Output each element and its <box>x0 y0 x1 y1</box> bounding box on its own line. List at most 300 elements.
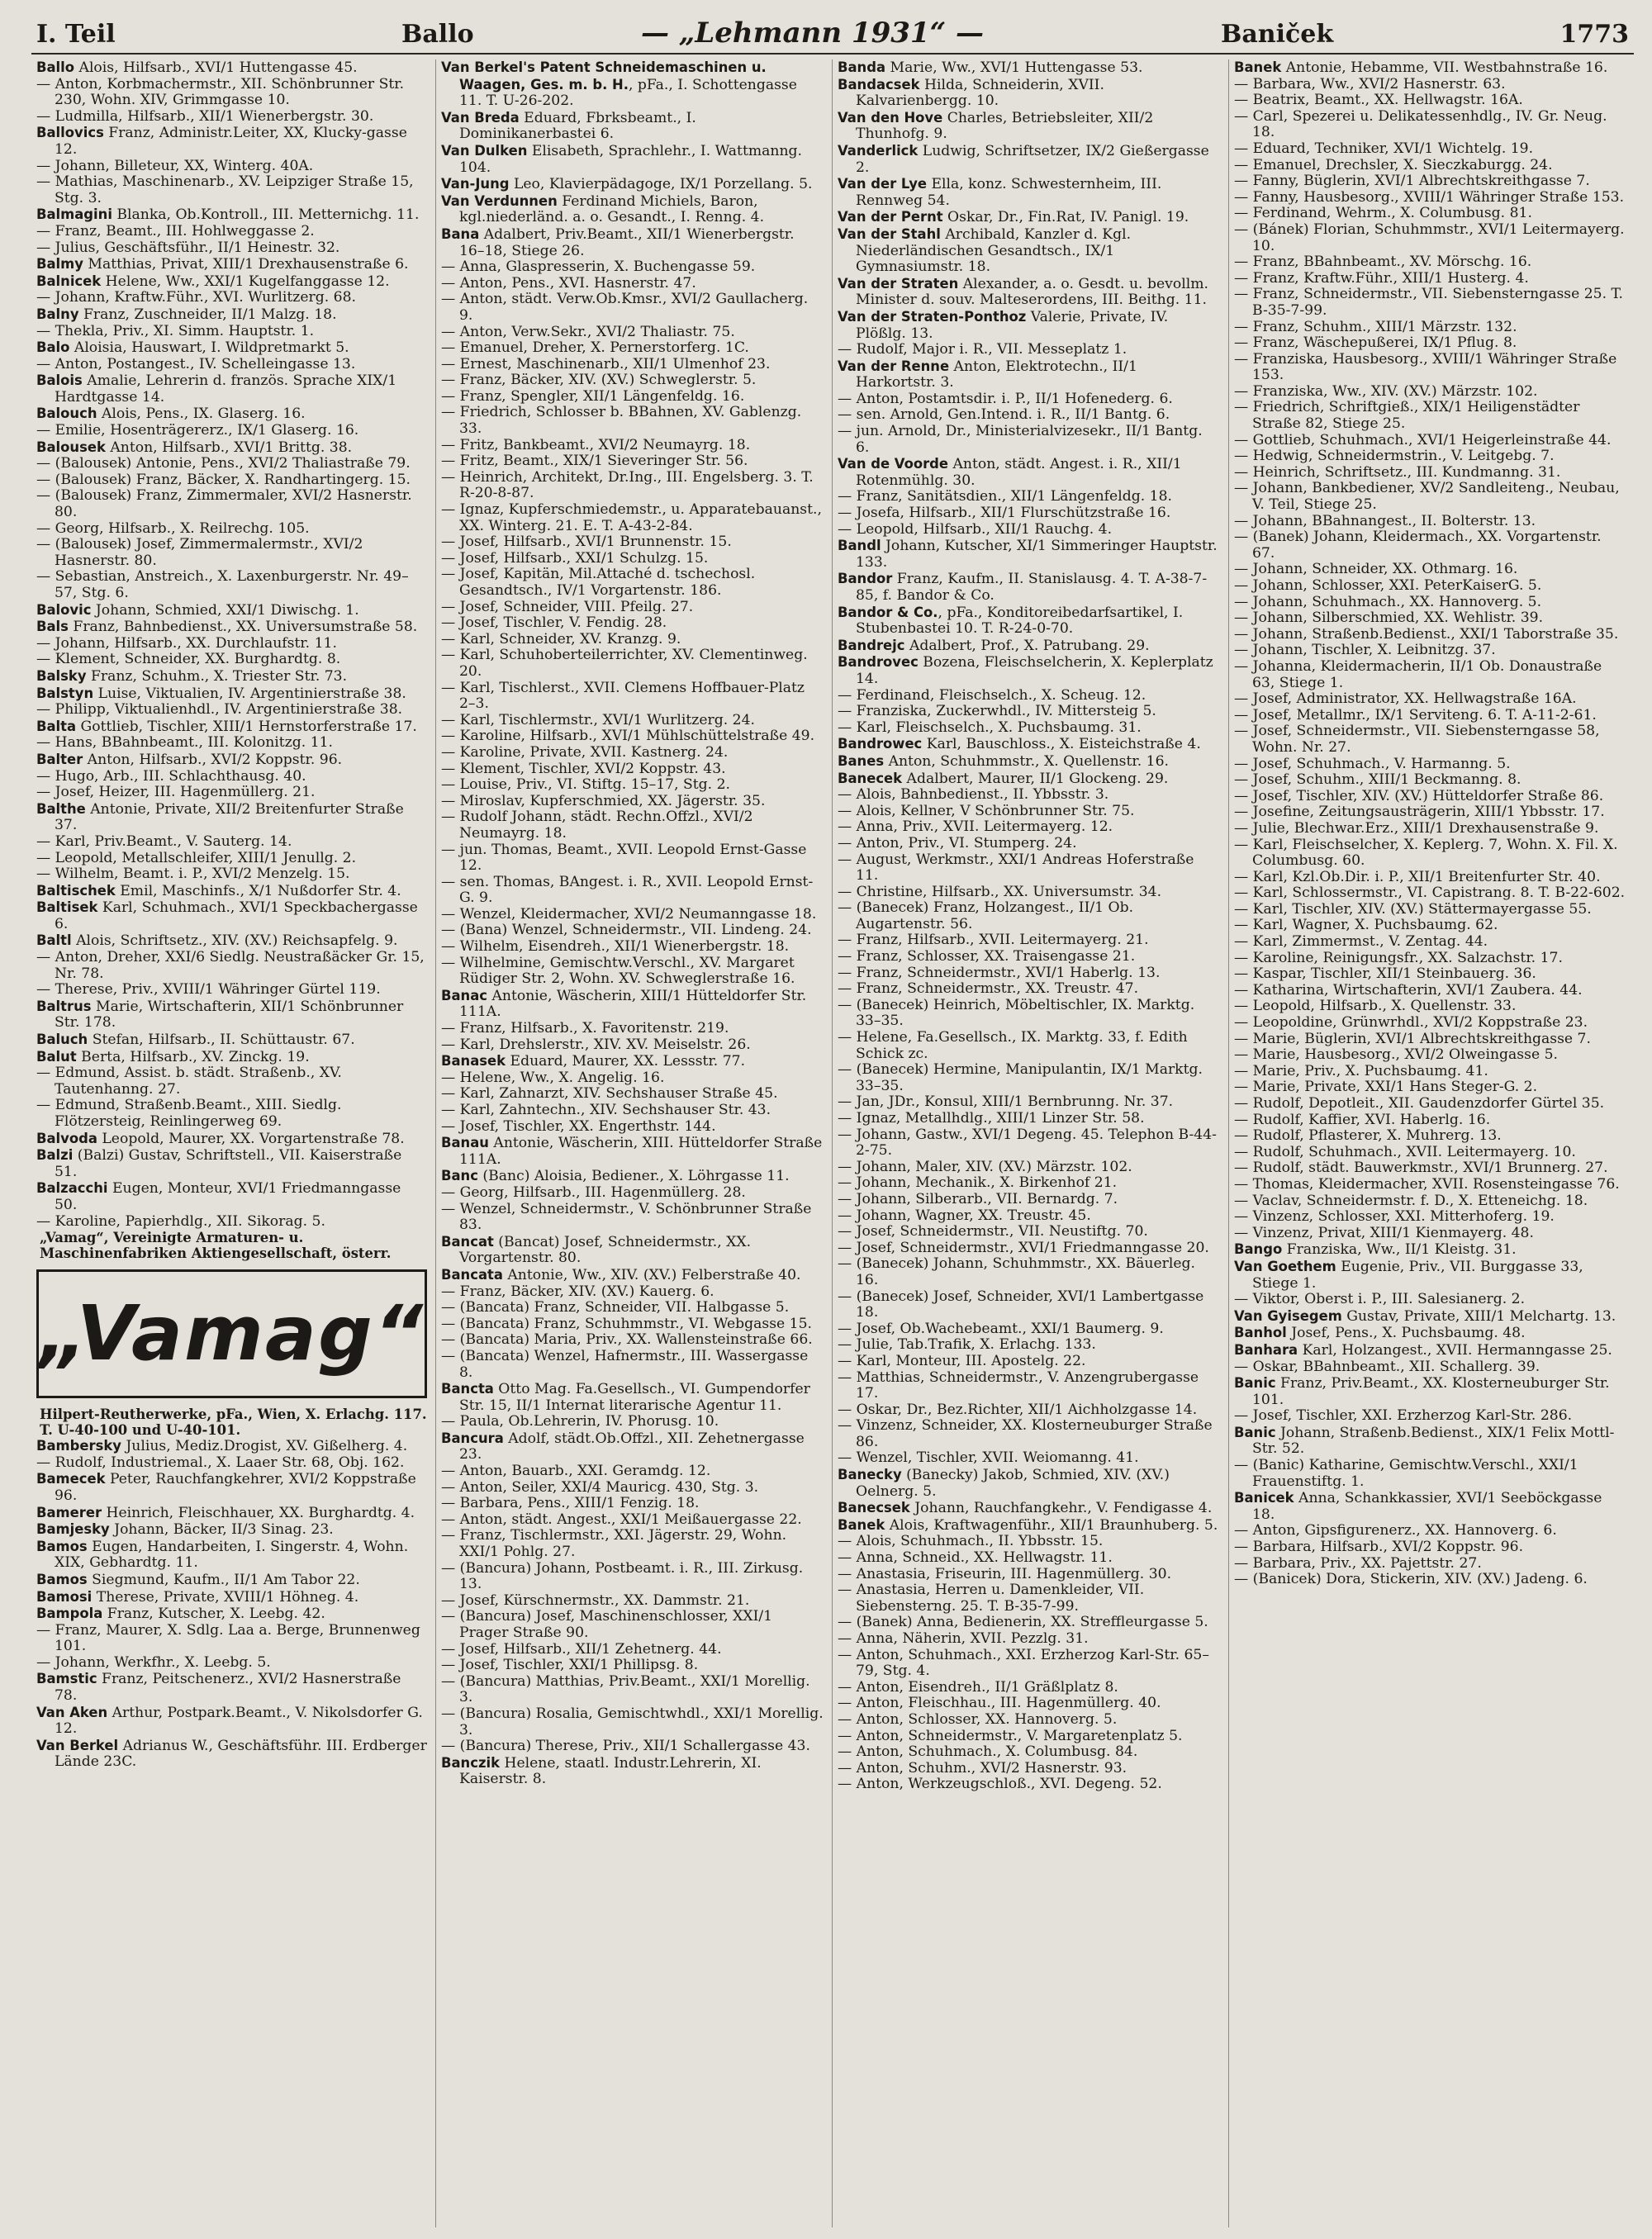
entry-surname: Baluch <box>36 1032 88 1048</box>
entry-surname: Balvoda <box>36 1130 97 1146</box>
directory-entry <box>441 340 824 357</box>
entry-details: — Anton, Priv., VI. Stumperg. 24. <box>838 834 1077 851</box>
entry-details: (Banecky) Jakob, Schmied, XIV. (XV.) Oelnerg. 5. <box>856 1467 1170 1500</box>
entry-surname: Bandrowec <box>838 736 923 752</box>
entry-details: — Josefa, Hilfsarb., XII/1 Flurschützstraße 16. <box>838 505 1171 522</box>
entry-details: — Josef, Hilfsarb., XVI/1 Brunnenstr. 15. <box>441 534 732 551</box>
directory-entry <box>441 1021 824 1037</box>
directory-entry <box>441 1168 824 1185</box>
entry-surname: Van den Hove <box>838 109 943 126</box>
entry-details: — Franziska, Hausbesorg., XVIII/1 Währinger Straße 153. <box>1234 350 1617 384</box>
entry-surname: Banhol <box>1234 1325 1287 1341</box>
entry-details: Eduard, Maurer, XX. Lessstr. 77. <box>506 1053 746 1070</box>
entry-details: — Josef, Heizer, III. Hagenmüllerg. 21. <box>36 784 316 801</box>
directory-entry <box>838 1418 1220 1450</box>
directory-entry <box>36 1738 427 1771</box>
directory-entry <box>36 602 427 619</box>
entry-details: Elisabeth, Sprachlehr., I. Wattmanng. 104. <box>459 142 803 176</box>
entry-details: — (Balousek) Josef, Zimmermalermstr., XVI/2 Hasnerstr. 80. <box>36 536 363 569</box>
vamag-advertisement <box>36 1269 427 1398</box>
entry-surname: Balmy <box>36 256 83 273</box>
entry-details: — Rudolf, städt. Bauwerkmstr., XVI/1 Brunnerg. 27. <box>1234 1160 1608 1177</box>
entry-surname: Baltischek <box>36 882 116 899</box>
directory-entry <box>36 851 427 867</box>
directory-entry <box>36 339 427 357</box>
entry-details: — Marie, Private, XXI/1 Hans Steger-G. 2. <box>1234 1079 1538 1096</box>
directory-entry <box>838 456 1220 489</box>
entry-details: — Johann, Mechanik., X. Birkenhof 21. <box>838 1174 1118 1192</box>
entry-surname: Balmagini <box>36 206 112 223</box>
entry-details: — Karl, Fleischselch., X. Puchsbaumg. 31. <box>838 719 1142 736</box>
directory-entry <box>838 1111 1220 1127</box>
entry-details: — Rudolf Johann, städt. Rechn.Offzl., XVI/2 Neumayrg. 18. <box>441 809 753 842</box>
directory-entry <box>36 1065 427 1098</box>
entry-surname: Bamecek <box>36 1471 106 1487</box>
entry-details: — Anton, Schneidermstr., V. Margaretenplatz 5. <box>838 1727 1183 1744</box>
entry-details: — Therese, Priv., XVIII/1 Währinger Gürtel 119. <box>36 981 381 999</box>
directory-entry <box>1234 562 1626 578</box>
entry-surname: Balo <box>36 339 70 356</box>
entry-details: — sen. Thomas, BAngest. i. R., XVII. Leopold Ernst-G. 9. <box>441 873 814 907</box>
entry-details: — Anton, Schuhmach., X. Columbusg. 84. <box>838 1743 1138 1761</box>
entry-details: — Alois, Schuhmach., II. Ybbsstr. 15. <box>838 1533 1104 1550</box>
directory-entry <box>36 719 427 736</box>
entry-details: Franz, Kutscher, X. Leebg. 42. <box>102 1606 325 1623</box>
entry-details: — Karl, Wagner, X. Puchsbaumg. 62. <box>1234 917 1498 934</box>
directory-entry <box>1234 77 1626 93</box>
entry-details: — Johann, Gastw., XVI/1 Degeng. 45. Telephon B-44-2-75. <box>838 1126 1217 1160</box>
directory-entry <box>441 1414 824 1430</box>
entry-details: Otto Mag. Fa.Gesellsch., VI. Gumpendorfer Str. 15, II/1 Internat literarische Agentur 11. <box>459 1381 810 1414</box>
directory-entry <box>838 1680 1220 1696</box>
entry-details: — Karoline, Hilfsarb., XVI/1 Mühlschüttelstraße 49. <box>441 728 815 745</box>
entry-details: — Barbara, Priv., XX. Pajettstr. 27. <box>1234 1554 1482 1572</box>
entry-surname: Balstyn <box>36 685 94 701</box>
directory-entry <box>1234 400 1626 432</box>
entry-surname: Banek <box>1234 59 1282 75</box>
directory-entry <box>1234 1112 1626 1129</box>
entry-details: Charles, Betriebsleiter, XII/2 Thunhofg. 9. <box>856 109 1154 143</box>
directory-entry <box>441 193 824 226</box>
entry-surname: Van Verdunnen <box>441 192 558 209</box>
entry-surname: Balut <box>36 1048 77 1065</box>
directory-entry <box>441 259 824 276</box>
directory-entry <box>838 1127 1220 1160</box>
entry-details: Johann, Kutscher, XI/1 Simmeringer Hauptstr. 133. <box>856 538 1218 571</box>
directory-entry <box>36 1589 427 1606</box>
directory-entry <box>1234 578 1626 595</box>
directory-entry <box>441 1135 824 1168</box>
entry-details: — Anna, Schneid., XX. Hellwagstr. 11. <box>838 1549 1113 1567</box>
entry-details: Eugen, Handarbeiten, I. Singerstr. 4, Wohn. XIX, Gebhardtg. 11. <box>55 1538 409 1572</box>
directory-entry <box>838 1062 1220 1094</box>
entry-details: (Balzi) Gustav, Schriftstell., VII. Kaiserstraße 51. <box>55 1147 402 1180</box>
entry-details: — Karl, Schuhoberteilerrichter, XV. Clementinweg. 20. <box>441 647 808 680</box>
entry-details: — Heinrich, Architekt, Dr.Ing., III. Engelsberg. 3. T. R-20-8-87. <box>441 468 814 502</box>
entry-details: — Viktor, Oberst i. P., III. Salesianerg. 2. <box>1234 1291 1526 1308</box>
directory-entry <box>36 537 427 569</box>
directory-entry <box>838 819 1220 836</box>
directory-entry <box>441 567 824 599</box>
directory-entry <box>1234 59 1626 77</box>
entry-details: — Franz, Wäschepußerei, IX/1 Pflug. 8. <box>1234 334 1517 352</box>
entry-details: — Karl, Zahnarzt, XIV. Sechshauser Straße 45. <box>441 1085 778 1103</box>
directory-entry <box>36 801 427 834</box>
directory-entry <box>838 309 1220 342</box>
column-4-entries <box>1234 59 1626 1588</box>
directory-entry <box>441 1561 824 1593</box>
entry-details: — Franz, Spengler, XII/1 Längenfeldg. 16. <box>441 387 745 405</box>
directory-entry <box>838 1517 1220 1535</box>
entry-surname: Banasek <box>441 1053 506 1070</box>
directory-entry <box>441 1706 824 1739</box>
entry-details: — Franz, Schneidermstr., XX. Treustr. 47. <box>838 980 1139 998</box>
publication-title: — „Lehmann 1931“ — <box>641 17 984 50</box>
entry-details: Antonie, Hebamme, VII. Westbahnstraße 16. <box>1281 59 1608 76</box>
directory-entry <box>441 292 824 324</box>
entry-surname: Bango <box>1234 1241 1283 1258</box>
entry-details: — Anton, Fleischhau., III. Hagenmüllerg. 40. <box>838 1695 1161 1712</box>
directory-entry <box>36 1180 427 1213</box>
first-entry-keyword: Ballo <box>401 20 474 49</box>
column-3 <box>833 59 1229 2227</box>
directory-entry <box>441 502 824 534</box>
directory-entry <box>838 1321 1220 1338</box>
entry-details: Eduard, Fbrksbeamt., I. Dominikanerbastei 6. <box>459 109 696 143</box>
entry-details: Peter, Rauchfangkehrer, XVI/2 Koppstraße 96. <box>55 1471 416 1504</box>
entry-surname: Bamosi <box>36 1588 93 1605</box>
entry-surname: Bancata <box>441 1266 503 1283</box>
directory-entry <box>838 753 1220 771</box>
entry-details: — Georg, Hilfsarb., X. Reilrechg. 105. <box>36 519 310 537</box>
directory-entry <box>1234 206 1626 222</box>
entry-surname: Bamos <box>36 1538 88 1554</box>
entry-details: — (Banecek) Johann, Schuhmmstr., XX. Bäuerleg. 16. <box>838 1255 1195 1288</box>
entry-details: Blanka, Ob.Kontroll., III. Metternichg. 11. <box>112 206 420 224</box>
directory-entry <box>838 1240 1220 1257</box>
directory-entry <box>441 226 824 259</box>
directory-entry <box>838 571 1220 604</box>
directory-entry <box>838 276 1220 309</box>
entry-details: — Wenzel, Schneidermstr., V. Schönbrunner Straße 83. <box>441 1200 812 1234</box>
directory-entry <box>36 702 427 719</box>
entry-details: — Hedwig, Schneidermstrin., V. Leitgebg. 7. <box>1234 448 1555 465</box>
directory-entry <box>36 273 427 291</box>
directory-entry <box>36 1521 427 1539</box>
entry-details: — Franziska, Zuckerwhdl., IV. Mittersteig 5. <box>838 703 1156 720</box>
entry-details: Gottlieb, Tischler, XIII/1 Hernstorferstraße 17. <box>76 718 417 735</box>
directory-entry <box>441 59 824 110</box>
directory-entry <box>1234 610 1626 627</box>
entry-details: — Hugo, Arb., III. Schlachthausg. 40. <box>36 767 306 785</box>
entry-details: Anna, Schankkassier, XVI/1 Seeböckgasse 18. <box>1252 1490 1602 1523</box>
directory-entry <box>36 423 427 439</box>
directory-entry <box>838 885 1220 901</box>
directory-entry <box>36 1623 427 1655</box>
entry-details: Anton, Hilfsarb., XVI/2 Koppstr. 96. <box>83 751 343 768</box>
entry-details: — Louise, Priv., VI. Stiftg. 15–17, Stg. 2. <box>441 776 731 794</box>
entry-details: — Karl, Zahntechn., XIV. Sechshauser Str. 43. <box>441 1102 771 1118</box>
entry-details: Helene, Ww., XXI/1 Kugelfanggasse 12. <box>101 273 390 290</box>
entry-details: — Anna, Glaspresserin, X. Buchengasse 59. <box>441 259 756 276</box>
entry-surname: Vanderlick <box>838 142 919 159</box>
entry-details: Franziska, Ww., II/1 Kleistg. 31. <box>1282 1241 1517 1259</box>
directory-entry <box>1234 173 1626 190</box>
directory-entry <box>838 1354 1220 1370</box>
entry-details: Berta, Hilfsarb., XV. Zinckg. 19. <box>76 1048 310 1065</box>
entry-details: Antonie, Wäscherin, XIII/1 Hütteldorfer Str. 111A. <box>459 987 807 1021</box>
directory-entry <box>441 1086 824 1103</box>
entry-details: — Johann, Schlosser, XXI. PeterKaiserG. 5. <box>1234 577 1542 594</box>
directory-entry <box>838 59 1220 77</box>
directory-entry <box>838 852 1220 885</box>
entry-details: — Anton, Korbmachermstr., XII. Schönbrunner Str. 230, Wohn. XIV, Grimmgasse 10. <box>36 75 405 109</box>
entry-details: — Josef, Hilfsarb., XII/1 Zehetnerg. 44. <box>441 1640 722 1658</box>
directory-entry <box>838 981 1220 998</box>
directory-entry <box>36 999 427 1032</box>
directory-entry <box>441 551 824 567</box>
directory-entry <box>1234 934 1626 951</box>
directory-entry <box>36 125 427 158</box>
column-2-entries <box>441 59 824 1788</box>
directory-entry <box>36 735 427 752</box>
entry-details: — (Balousek) Antonie, Pens., XVI/2 Thaliastraße 79. <box>36 455 411 472</box>
entry-surname: Bamjesky <box>36 1521 110 1538</box>
entry-surname: Ballo <box>36 59 75 75</box>
entry-details: — Karl, Drehslerstr., XIV. XV. Meiselstr. 26. <box>441 1036 751 1053</box>
entry-details: — Fanny, Büglerin, XVI/1 Albrechtskreithgasse 7. <box>1234 173 1590 190</box>
directory-entry <box>838 1744 1220 1761</box>
directory-entry <box>1234 1572 1626 1588</box>
directory-entry <box>36 1455 427 1472</box>
directory-entry <box>36 932 427 950</box>
directory-entry <box>441 1070 824 1087</box>
entry-details: — Anton, Gipsfigurenerz., XX. Hannoverg. 6. <box>1234 1522 1557 1539</box>
directory-entry <box>36 224 427 240</box>
entry-surname: Bandrovec <box>838 654 919 671</box>
entry-details: Franz, Bahnbedienst., XX. Universumstraße 58. <box>68 619 418 636</box>
entry-details: Matthias, Privat, XIII/1 Drexhausenstraße 6. <box>83 256 409 273</box>
entry-details: — Franz, Beamt., III. Hohlweggasse 2. <box>36 222 315 240</box>
directory-entry <box>441 648 824 680</box>
directory-entry <box>838 932 1220 949</box>
vamag-logo: „Vamag“ <box>38 1289 425 1378</box>
entry-details: Eugen, Monteur, XVI/1 Friedmanngasse 50. <box>55 1180 401 1213</box>
directory-entry <box>441 1381 824 1414</box>
directory-entry <box>441 1300 824 1316</box>
entry-details: Valerie, Private, IV. Plößlg. 13. <box>856 308 1169 342</box>
directory-entry <box>1234 1490 1626 1523</box>
entry-details: — Wilhelm, Eisendreh., XII/1 Wienerbergstr. 18. <box>441 938 790 956</box>
directory-entry <box>1234 708 1626 724</box>
entry-details: — Friedrich, Schriftgieß., XIX/1 Heiligenstädter Straße 82, Stiege 25. <box>1234 399 1580 433</box>
entry-details: — Edmund, Straßenb.Beamt., XIII. Siedlg. Flötzersteig, Reinlingerweg 69. <box>36 1097 342 1130</box>
entry-details: — (Bancata) Franz, Schuhmmstr., VI. Webgasse 15. <box>441 1315 813 1332</box>
directory-entry <box>441 325 824 341</box>
directory-entry <box>441 1349 824 1381</box>
entry-details: — Johann, Kraftw.Führ., XVI. Wurlitzerg. 68. <box>36 289 356 306</box>
entry-details: — Johann, Schneider, XX. Othmarg. 16. <box>1234 561 1518 578</box>
directory-entry <box>441 842 824 875</box>
entry-surname: Bandrejc <box>838 637 905 653</box>
entry-details: — Kaspar, Tischler, XII/1 Steinbauerg. 36. <box>1234 965 1536 983</box>
directory-entry <box>1234 109 1626 141</box>
directory-entry <box>838 1696 1220 1712</box>
entry-details: — Josef, Tischler, XXI. Erzherzog Karl-Str. 286. <box>1234 1407 1573 1425</box>
directory-entry <box>441 276 824 292</box>
entry-surname: Balousek <box>36 439 106 455</box>
directory-entry <box>36 521 427 538</box>
directory-entry <box>838 209 1220 226</box>
directory-entry <box>36 619 427 636</box>
entry-details: Leo, Klavierpädagoge, IX/1 Porzellang. 5. <box>509 176 813 193</box>
last-entry-keyword: Baniček <box>1221 20 1334 49</box>
entry-details: Anton, Elektrotechn., II/1 Harkortstr. 3. <box>856 358 1137 391</box>
directory-entry <box>1234 1292 1626 1308</box>
entry-surname: Bamos <box>36 1571 88 1587</box>
directory-entry <box>441 761 824 778</box>
section-label: I. Teil <box>36 20 116 49</box>
entry-details: — Josef, Kürschnermstr., XX. Dammstr. 21. <box>441 1591 750 1609</box>
directory-entry <box>36 240 427 257</box>
entry-details: — (Banek) Johann, Kleidermach., XX. Vorgartenstr. 67. <box>1234 529 1602 562</box>
entry-details: , pFa., Konditoreibedarfsartikel, I. Stubenbastei 10. T. R-24-0-70. <box>856 604 1184 638</box>
directory-entry <box>838 1370 1220 1402</box>
entry-details: — Rudolf, Depotleit., XII. Gaudenzdorfer Gürtel 35. <box>1234 1095 1605 1112</box>
entry-surname: Banes <box>838 752 885 769</box>
directory-entry <box>1234 966 1626 983</box>
entry-details: Bozena, Fleischselcherin, X. Keplerplatz 14. <box>856 654 1213 687</box>
entry-details: — Rudolf, Industriemal., X. Laaer Str. 68, Obj. 162. <box>36 1454 405 1471</box>
entry-surname: Van der Straten-Ponthoz <box>838 308 1027 325</box>
entry-details: — Josef, Hilfsarb., XXI/1 Schulzg. 15. <box>441 549 709 567</box>
entry-surname: Balzi <box>36 1147 74 1164</box>
directory-entry <box>838 1615 1220 1631</box>
entry-surname: Van Berkel <box>36 1737 119 1753</box>
entry-details: — Franz, Sanitätsdien., XII/1 Längenfeldg. 18. <box>838 488 1172 505</box>
directory-entry <box>441 615 824 632</box>
entry-details: — Franz, Maurer, X. Sdlg. Laa a. Berge, Brunnenweg 101. <box>36 1621 420 1655</box>
entry-details: — Vaclav, Schneidermstr. f. D., X. Etteneichg. 18. <box>1234 1192 1588 1209</box>
directory-columns <box>31 59 1634 2227</box>
directory-entry <box>441 110 824 143</box>
directory-entry <box>1234 1458 1626 1490</box>
directory-entry <box>441 745 824 761</box>
entry-details: — Julius, Geschäftsführ., II/1 Heinestr. 32. <box>36 239 340 256</box>
entry-surname: Balta <box>36 718 77 734</box>
entry-details: Franz, Priv.Beamt., XX. Klosterneuburger Str. 101. <box>1252 1375 1610 1408</box>
directory-entry <box>36 206 427 224</box>
entry-details: — Anton, Schuhmach., XXI. Erzherzog Karl-Str. 65–79, Stg. 4. <box>838 1646 1209 1680</box>
entry-surname: Bancta <box>441 1381 494 1397</box>
entry-details: — Anastasia, Friseurin, III. Hagenmüllerg. 30. <box>838 1565 1172 1582</box>
entry-details: Anton, Hilfsarb., XVI/1 Brittg. 38. <box>105 439 353 456</box>
entry-details: — Ignaz, Kupferschmiedemstr., u. Apparatebauanst., XX. Winterg. 21. E. T. A-43-2-84. <box>441 501 822 534</box>
directory-entry <box>838 1224 1220 1240</box>
entry-details: , pFa., I. Schottengasse 11. T. U-26-202. <box>459 76 797 110</box>
directory-entry <box>1234 999 1626 1015</box>
column-1-entries-after <box>36 1438 427 1771</box>
column-1-entries <box>36 59 427 1230</box>
entry-details: Franz, Kaufm., II. Stanislausg. 4. T. A-38-7-85, f. Bandor & Co. <box>856 571 1208 604</box>
entry-details: — Wenzel, Kleidermacher, XVI/2 Neumanngasse 18. <box>441 905 817 923</box>
directory-entry <box>838 900 1220 932</box>
directory-entry <box>838 226 1220 276</box>
entry-details: Adalbert, Maurer, II/1 Glockeng. 29. <box>902 770 1169 787</box>
entry-details: — Leopold, Metallschleifer, XIII/1 Jenullg. 2. <box>36 849 357 866</box>
entry-surname: Balny <box>36 306 79 322</box>
entry-details: — Fritz, Bankbeamt., XVI/2 Neumayrg. 18. <box>441 436 751 453</box>
entry-details: — (Bancata) Maria, Priv., XX. Wallensteinstraße 66. <box>441 1331 813 1349</box>
directory-entry <box>1234 757 1626 773</box>
directory-entry <box>36 290 427 306</box>
entry-details: — Anton, Werkzeugschloß., XVI. Degeng. 52. <box>838 1776 1162 1793</box>
directory-entry <box>441 1103 824 1119</box>
directory-entry <box>838 110 1220 143</box>
entry-details: Adalbert, Prof., X. Patrubang. 29. <box>904 637 1150 654</box>
entry-details: Karl, Bauschloss., X. Eisteichstraße 4. <box>922 736 1201 753</box>
directory-entry <box>441 470 824 502</box>
directory-entry <box>441 1496 824 1512</box>
entry-details: Johann, Schmied, XXI/1 Diwischg. 1. <box>91 601 359 619</box>
directory-entry <box>36 372 427 406</box>
entry-details: — Edmund, Assist. b. städt. Straßenb., XV. Tautenhanng. 27. <box>36 1065 342 1098</box>
directory-entry <box>838 342 1220 358</box>
directory-entry <box>441 1316 824 1333</box>
entry-details: — (Banecek) Franz, Holzangest., II/1 Ob. Augartenstr. 56. <box>838 899 1134 932</box>
vamag-ad-title: „Vamag“, Vereinigte Armaturen- u. Maschinenfabriken Aktiengesellschaft, österr. <box>40 1230 392 1262</box>
entry-surname: Bancura <box>441 1430 504 1446</box>
entry-details: — Carl, Spezerei u. Delikatessenhdlg., IV. Gr. Neug. 18. <box>1234 107 1607 141</box>
entry-details: — Wilhelmine, Gemischtw.Verschl., XV. Margaret Rüdiger Str. 2, Wohn. XV. Schweglerstraße 16. <box>441 954 795 988</box>
entry-details: — Anton, Bauarb., XXI. Geramdg. 12. <box>441 1463 711 1480</box>
directory-entry <box>838 176 1220 209</box>
entry-details: — Anna, Priv., XVII. Leitermayerg. 12. <box>838 818 1113 836</box>
entry-details: — Johanna, Kleidermacherin, II/1 Ob. Donaustraße 63, Stiege 1. <box>1234 657 1602 691</box>
entry-details: Alois, Schriftsetz., XIV. (XV.) Reichsapfelg. 9. <box>71 932 398 950</box>
entry-details: Siegmund, Kaufm., II/1 Am Tabor 22. <box>87 1571 360 1588</box>
directory-entry <box>441 357 824 373</box>
entry-details: Anton, Schuhmmstr., X. Quellenstr. 16. <box>884 752 1169 770</box>
directory-entry <box>1234 254 1626 271</box>
column-3-entries <box>838 59 1220 1793</box>
entry-details: — (Banic) Katharine, Gemischtw.Verschl., XXI/1 Frauenstiftg. 1. <box>1234 1457 1578 1490</box>
directory-entry <box>838 720 1220 737</box>
entry-details: — Eduard, Techniker, XVI/1 Wichtelg. 19. <box>1234 140 1534 157</box>
entry-details: Eugenie, Priv., VII. Burggasse 33, Stiege 1. <box>1252 1258 1583 1292</box>
entry-details: — (Bancura) Matthias, Priv.Beamt., XXI/1 Morellig. 3. <box>441 1672 810 1706</box>
entry-details: Franz, Zuschneider, II/1 Malzg. 18. <box>78 306 337 323</box>
directory-entry <box>838 1289 1220 1321</box>
entry-surname: Baltisek <box>36 899 98 916</box>
entry-details: — Johann, Werkfhr., X. Leebg. 5. <box>36 1653 271 1671</box>
entry-details: — Johann, Hilfsarb., XX. Durchlaufstr. 11. <box>36 634 337 652</box>
entry-surname: Banecek <box>838 770 903 786</box>
directory-entry <box>838 1467 1220 1500</box>
entry-surname: Bandacsek <box>838 76 920 93</box>
entry-details: — Helene, Ww., X. Angelig. 16. <box>441 1069 665 1086</box>
directory-entry <box>1234 691 1626 708</box>
entry-surname: Balouch <box>36 406 97 422</box>
directory-entry <box>838 1337 1220 1354</box>
directory-entry <box>36 569 427 601</box>
entry-details: — Johann, Schuhmach., XX. Hannoverg. 5. <box>1234 593 1542 610</box>
entry-details: Marie, Wirtschafterin, XII/1 Schönbrunner Str. 178. <box>55 998 404 1032</box>
directory-entry <box>36 109 427 126</box>
entry-details: — Johann, Billeteur, XX, Winterg. 40A. <box>36 157 314 174</box>
directory-entry <box>1234 821 1626 837</box>
directory-entry <box>441 372 824 389</box>
